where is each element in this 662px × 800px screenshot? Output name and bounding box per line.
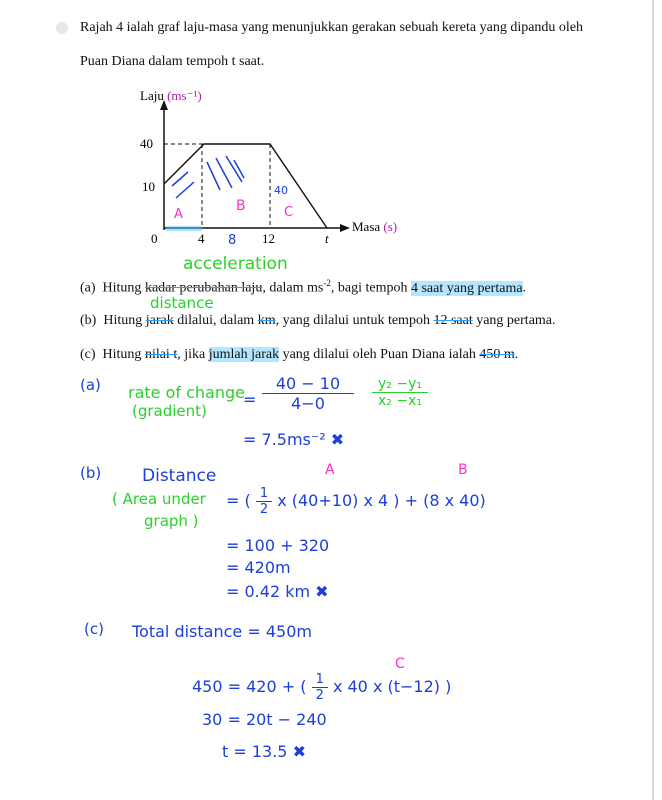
solution-a-result: = 7.5ms⁻² ✖ [243, 430, 345, 449]
question-intro-line1: Rajah 4 ialah graf laju-masa yang menunjukkan gerakan sebuah kereta yang dipandu oleh [80, 20, 584, 35]
solution-a-term2: (gradient) [132, 402, 207, 420]
solution-c-label: (c) [84, 620, 104, 638]
y-axis-label: Laju (ms⁻¹) [140, 88, 202, 103]
solution-c-line3: t = 13.5 ✖ [222, 742, 306, 761]
x-axis-label: Masa (s) [352, 219, 398, 234]
solution-b-term2: ( Area under [112, 490, 206, 508]
x-tick-0: 0 [151, 231, 158, 246]
solution-a-label: (a) [80, 376, 101, 394]
x-tick-12: 12 [262, 231, 275, 246]
solution-c-line1: 450 = 420 + ( $\frac{1}{2}$ x 40 x (t−12) ) [192, 672, 452, 703]
solution-c-line2: 30 = 20t − 240 [202, 710, 327, 729]
bullet-marker [56, 22, 68, 34]
part-a-text: (a) Hitung kadar perubahan laju, dalam $ms^{-2}$, bagi tempoh 4 saat yang pertama. [80, 278, 527, 296]
axis-highlight [166, 226, 202, 231]
solution-b-area-b: B [458, 462, 468, 478]
solution-a-eq: = [243, 390, 257, 409]
c-height-label: 40 [274, 184, 288, 197]
note-acceleration: acceleration [183, 254, 288, 274]
area-label-c: C [284, 205, 294, 220]
part-c-text: (c) Hitung nilai t, jika jumlah jarak yang dilalui oleh Puan Diana ialah 450 m. [80, 347, 519, 362]
solution-a-formula: $\frac{\text{y₂ −y₁}}{\text{x₂ −x₁}}$ [372, 376, 428, 409]
x-tick-t: t [325, 231, 329, 246]
solution-b-area-a: A [325, 462, 335, 478]
y-tick-40: 40 [140, 136, 153, 151]
note-distance: distance [150, 294, 214, 312]
x-tick-4: 4 [198, 231, 205, 246]
part-b-text: (b) Hitung jarak dilalui, dalam km, yang dilalui untuk tempoh 12 saat yang pertama. [80, 313, 556, 328]
solution-b-label: (b) [80, 464, 102, 482]
question-intro-line2: Puan Diana dalam tempoh t saat. [80, 54, 265, 69]
solution-c-term: Total distance = 450m [132, 622, 312, 641]
solution-b-line1: = ( $\frac{1}{2}$ x (40+10) x 4 ) + (8 x 40) [226, 486, 486, 517]
solution-b-term3: graph ) [144, 512, 199, 530]
solution-b-line2: = 100 + 320 [226, 536, 330, 555]
solution-a-fraction: $\frac{40 - 10}{4-0}$ [262, 374, 354, 413]
x-axis-arrow [340, 224, 350, 232]
hatch-marks [172, 156, 244, 198]
solution-c-area-c: C [395, 656, 405, 672]
y-tick-10: 10 [142, 179, 155, 194]
solution-a-term: rate of change [128, 383, 245, 402]
area-label-b: B [236, 198, 246, 214]
area-label-a: A [174, 207, 183, 222]
solution-b-term: Distance [142, 466, 217, 486]
mid-tick-8: 8 [228, 233, 237, 248]
solution-b-line4: = 0.42 km ✖ [226, 582, 329, 601]
solution-b-line3: = 420m [226, 558, 291, 577]
